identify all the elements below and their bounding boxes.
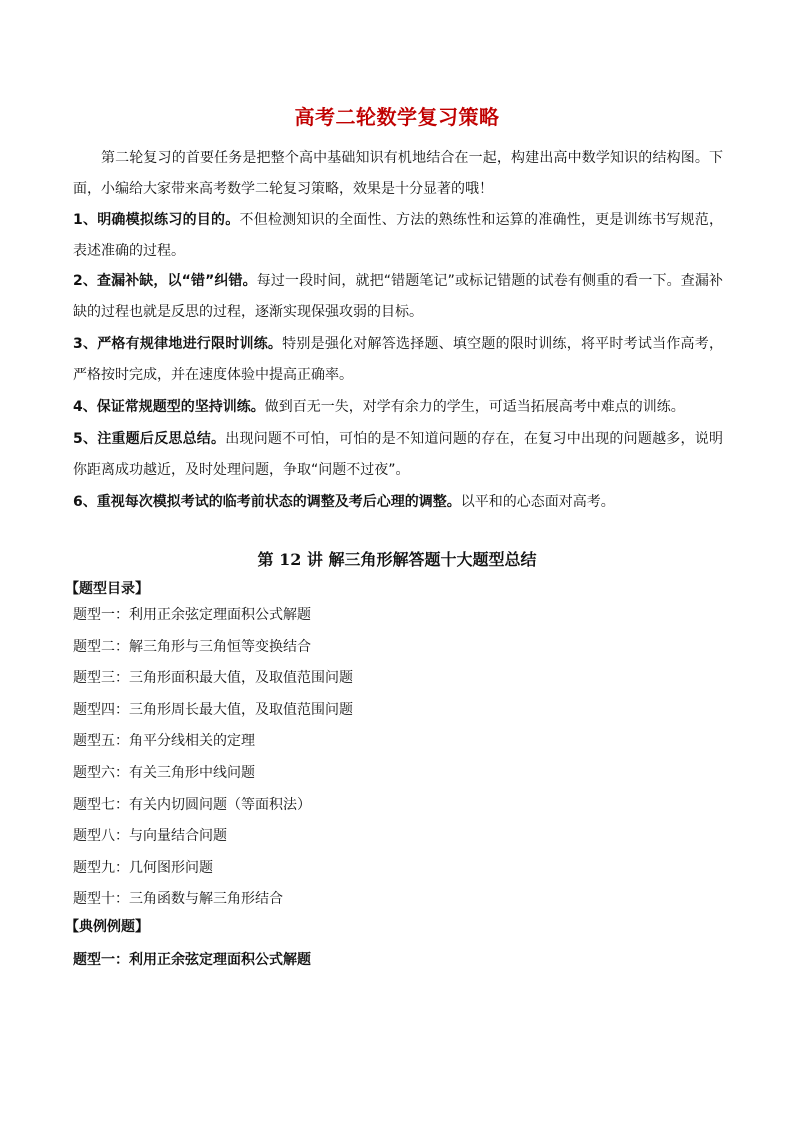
toc-item: 题型一：利用正余弦定理面积公式解题	[73, 607, 311, 623]
lecture-title: 第 12 讲 解三角形解答题十大题型总结	[257, 550, 537, 569]
tip-2-heading: 2、查漏补缺，以“错”纠错。	[73, 273, 257, 289]
tip-4-body: 做到百无一失，对学有余力的学生，可适当拓展高考中难点的训练。	[264, 399, 685, 415]
tip-5	[73, 424, 723, 486]
toc-item: 题型八：与向量结合问题	[73, 828, 227, 845]
tip-1-body: 不但检测知识的全面性、方法的熟练性和运算的准确性，更是训练书写规范，表述准确的过程。	[73, 212, 723, 259]
toc-label: 【题型目录】	[65, 581, 149, 597]
toc-item: 题型五：角平分线相关的定理	[73, 733, 255, 750]
tip-2-body: 每过一段时间，就把“错题笔记”或标记错题的试卷有侧重的看一下。查漏补缺的过程也就是反思的过程，逐渐实现保强攻弱的目标。	[73, 273, 723, 320]
tip-4	[73, 392, 723, 423]
tip-1-heading: 1、明确模拟练习的目的。	[73, 212, 240, 228]
toc-list	[73, 600, 723, 916]
tip-6	[73, 487, 723, 518]
tip-5-heading: 5、注重题后反思总结。	[73, 431, 226, 447]
tip-1	[73, 205, 723, 267]
examples-label: 【典例例题】	[65, 919, 149, 935]
toc-item: 题型三：三角形面积最大值，及取值范围问题	[73, 670, 353, 687]
section-heading: 题型一：利用正余弦定理面积公式解题	[73, 952, 311, 968]
tip-5-body: 出现问题不可怕，可怕的是不知道问题的存在，在复习中出现的问题越多，说明你距离成功越近，及时处理问题，争取“问题不过夜”。	[73, 431, 723, 478]
toc-item: 题型十：三角函数与解三角形结合	[73, 891, 283, 908]
toc-item: 题型二：解三角形与三角恒等变换结合	[73, 638, 311, 655]
tip-4-heading: 4、保证常规题型的坚持训练。	[73, 399, 265, 415]
tip-3-body: 特别是强化对解答选择题、填空题的限时训练，将平时考试当作高考，严格按时完成，并在速度体验中提高正确率。	[73, 336, 724, 383]
document-title: 高考二轮数学复习策略	[294, 105, 500, 129]
toc-item: 题型六：有关三角形中线问题	[73, 764, 255, 781]
tip-3-heading: 3、严格有规律地进行限时训练。	[73, 336, 283, 352]
tip-2	[73, 266, 723, 328]
tip-6-heading: 6、重视每次模拟考试的临考前状态的调整及考后心理的调整。	[73, 494, 461, 510]
toc-item: 题型四：三角形周长最大值，及取值范围问题	[73, 701, 353, 718]
toc-item: 题型九：几何图形问题	[73, 859, 213, 876]
tip-3	[73, 329, 723, 391]
intro-paragraph: 第二轮复习的首要任务是把整个高中基础知识有机地结合在一起，构建出高中数学知识的结构图。下面，小编给大家带来高考数学二轮复习策略，效果是十分显著的哦！	[73, 150, 723, 197]
tip-6-body: 以平和的心态面对高考。	[460, 494, 615, 510]
toc-item: 题型七：有关内切圆问题（等面积法）	[73, 796, 311, 813]
